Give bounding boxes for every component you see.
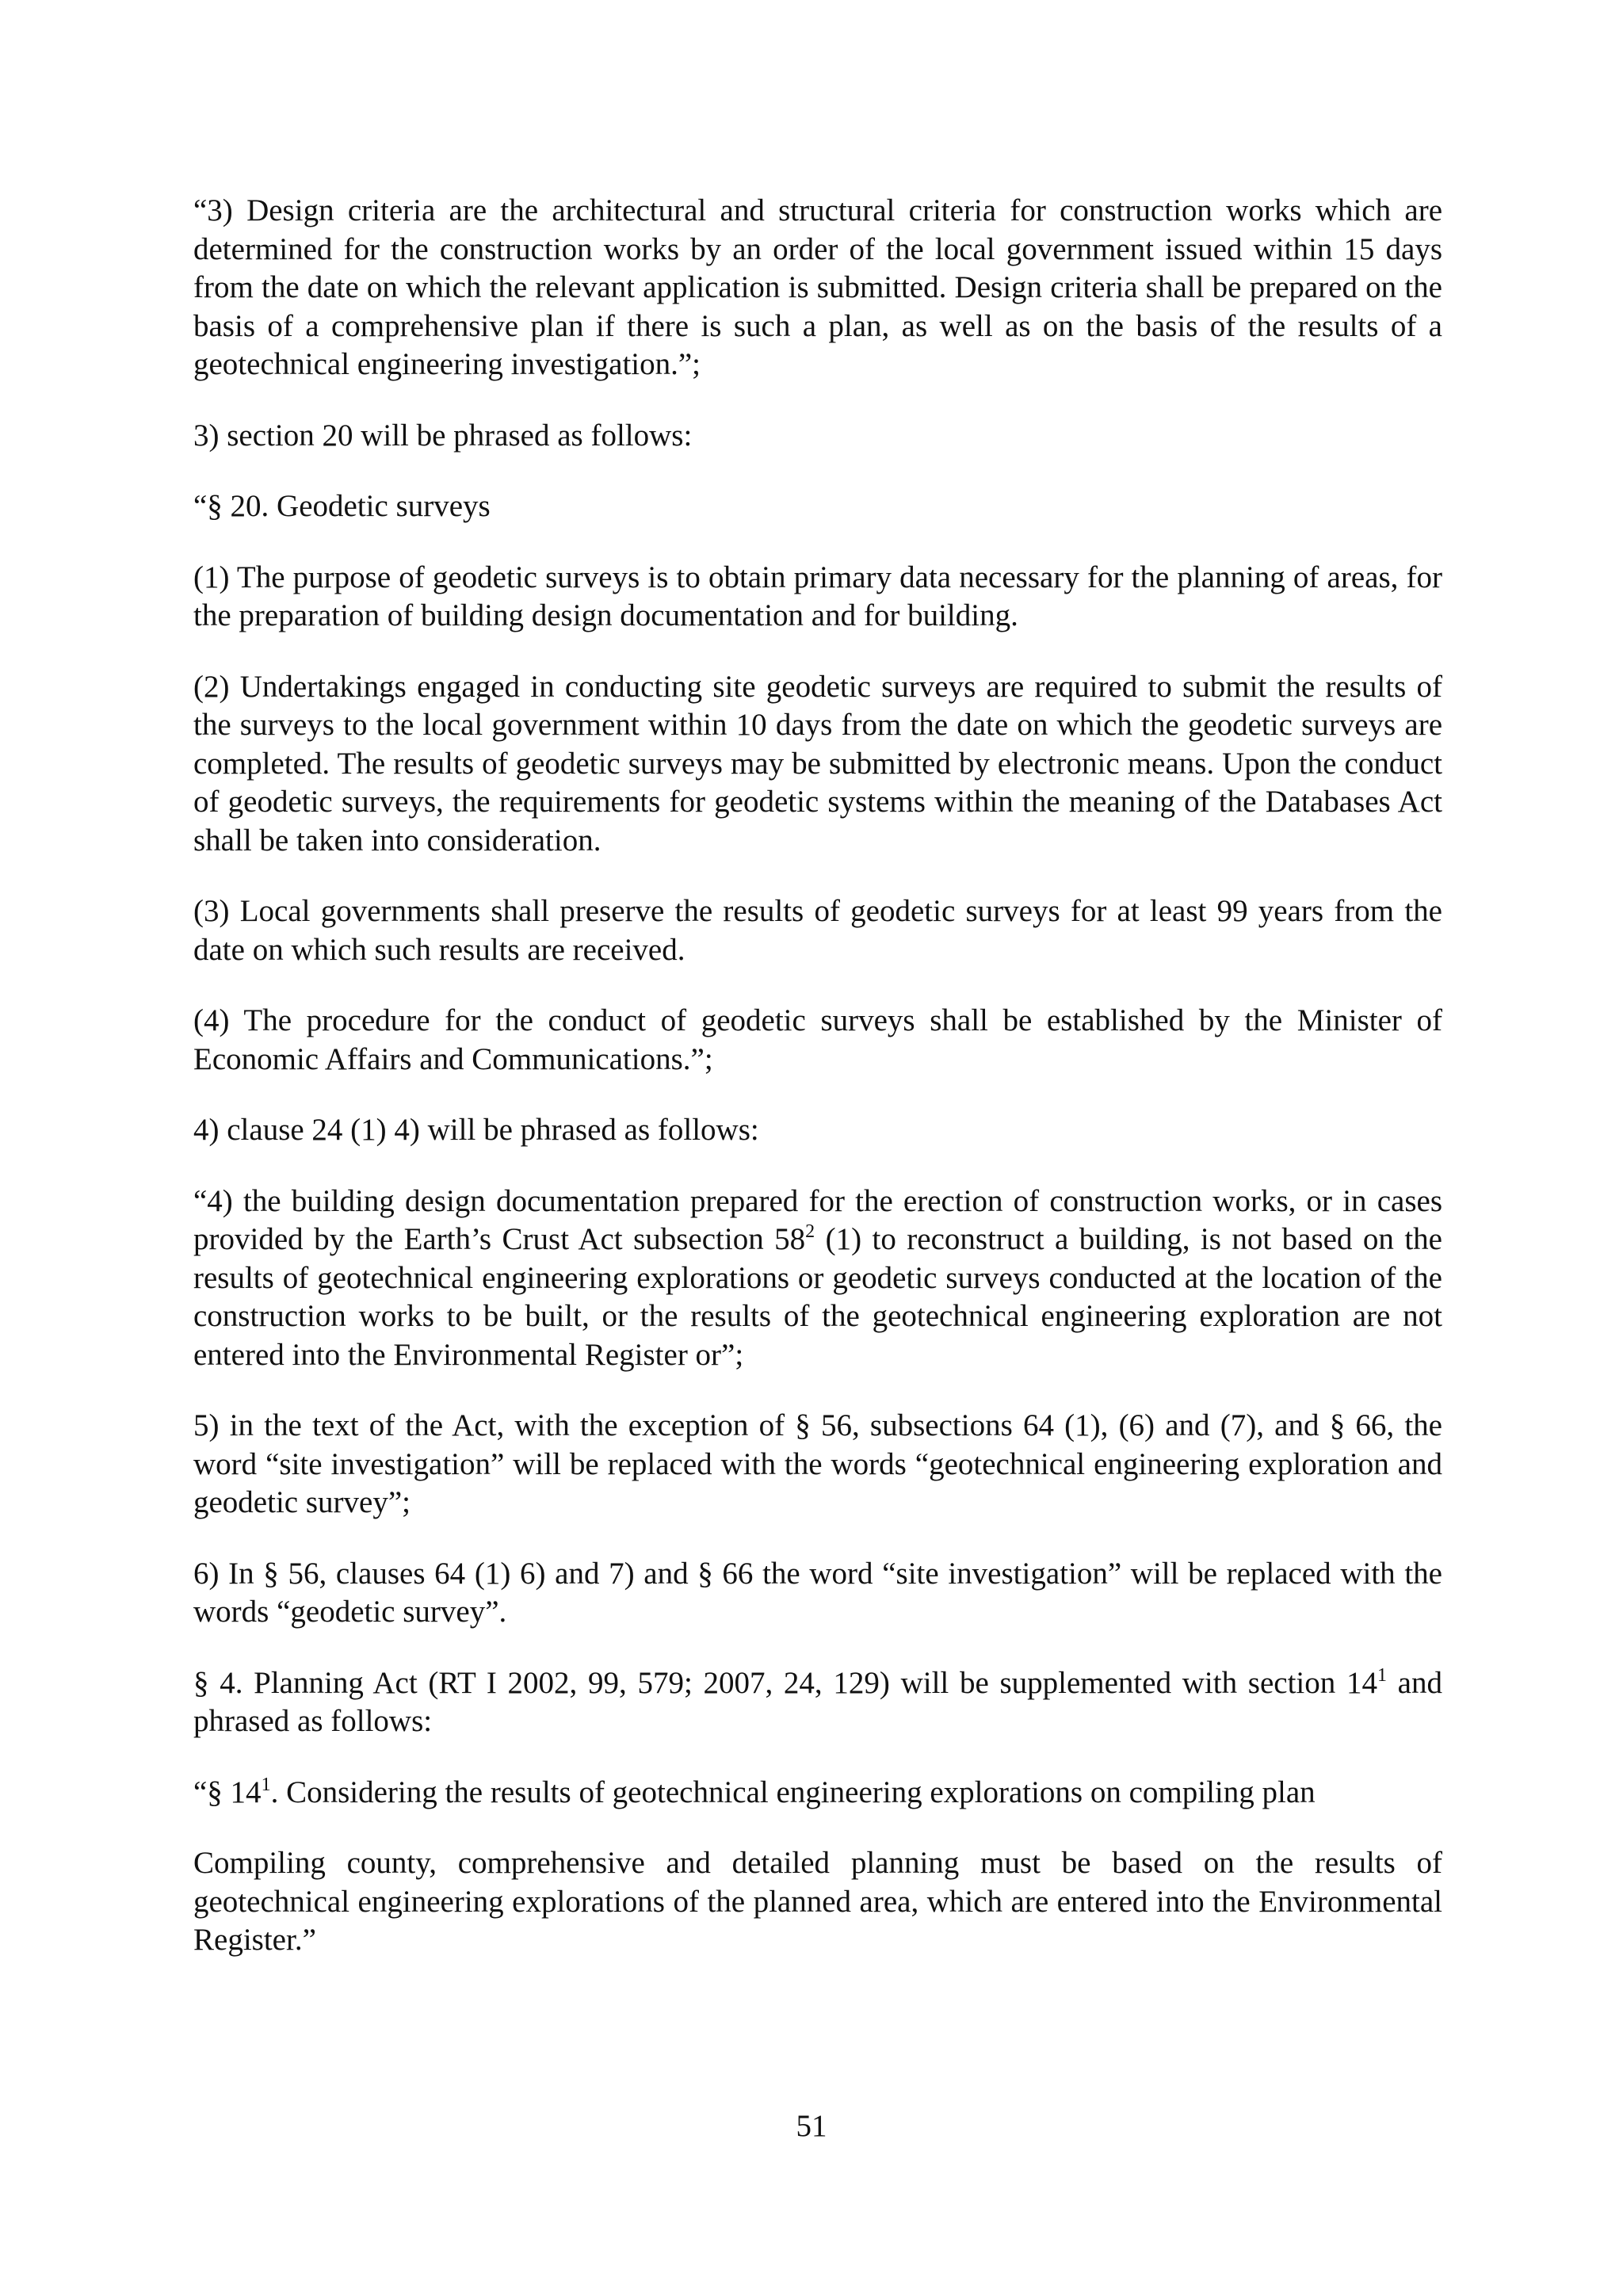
paragraph-amendment-6: 6) In § 56, clauses 64 (1) 6) and 7) and § 66 the word “site investigation” will be replaced with the words “geodetic survey”. [193, 1556, 1442, 1629]
section-heading-14-1 [193, 1774, 1442, 1813]
paragraph-subsection-4: (4) The procedure for the conduct of geodetic surveys shall be established by the Minister of Economic Affairs and Communications.”; [193, 1003, 1442, 1076]
superscript: 1 [261, 1774, 271, 1795]
paragraph-compiling-planning: Compiling county, comprehensive and detailed planning must be based on the results of geotechnical engineering explorations of the planned area, which are entered into the Environmental Register.” [193, 1846, 1442, 1957]
superscript: 1 [1377, 1664, 1387, 1686]
superscript: 2 [805, 1221, 815, 1242]
document-page [193, 192, 1442, 1992]
text-run: . Considering the results of geotechnical engineering explorations on compiling plan [270, 1775, 1316, 1809]
page-number: 51 [796, 2109, 827, 2143]
text-run: (1) to reconstruct a building, is not based on the results of geotechnical engineering explorations or geodetic surveys conducted at the location of the construction works to be built, or the results of the geotechnical engineering exploration are not entered into the Environmental Register or”; [193, 1222, 1442, 1372]
text-run: “4) the building design documentation prepared for the erection of construction works, or in cases provided by the Earth’s Crust Act subsection 58 [193, 1183, 1442, 1256]
paragraph-planning-act [193, 1664, 1442, 1741]
paragraph-subsection-1: (1) The purpose of geodetic surveys is to obtain primary data necessary for the planning of areas, for the preparation of building design documentation and for building. [193, 560, 1442, 632]
text-run: “§ 14 [193, 1775, 262, 1809]
paragraph-subsection-3: (3) Local governments shall preserve the results of geodetic surveys for at least 99 years from the date on which such results are received. [193, 894, 1442, 967]
paragraph-clause-24-intro: 4) clause 24 (1) 4) will be phrased as follows: [193, 1113, 759, 1147]
paragraph-section-20-intro: 3) section 20 will be phrased as follows: [193, 418, 693, 453]
section-heading-geodetic-surveys: “§ 20. Geodetic surveys [193, 489, 491, 523]
paragraph-design-criteria: “3) Design criteria are the architectural and structural criteria for construction works which are determined for the construction works by an order of the local government issued within 15 days from the date on which the relevant application is submitted. Design criteria shall be prepared on the basis of a comprehensive plan if there is such a plan, as well as on the basis of the results of a geotechnical engineering investigation.”; [193, 193, 1442, 381]
paragraph-amendment-5: 5) in the text of the Act, with the exception of § 56, subsections 64 (1), (6) and (7), and § 66, the word “site investigation” will be replaced with the words “geotechnical engineering exploration and geodetic survey”; [193, 1408, 1442, 1519]
text-run: § 4. Planning Act (RT I 2002, 99, 579; 2007, 24, 129) will be supplemented with section 14 [193, 1665, 1377, 1700]
paragraph-subsection-2: (2) Undertakings engaged in conducting site geodetic surveys are required to submit the results of the surveys to the local government within 10 days from the date on which the geodetic surveys are completed. The results of geodetic surveys may be submitted by electronic means. Upon the conduct of geodetic surveys, the requirements for geodetic systems within the meaning of the Databases Act shall be taken into consideration. [193, 669, 1442, 858]
paragraph-clause-24-text [193, 1182, 1442, 1375]
text-run: and phrased as follows: [193, 1665, 1442, 1738]
